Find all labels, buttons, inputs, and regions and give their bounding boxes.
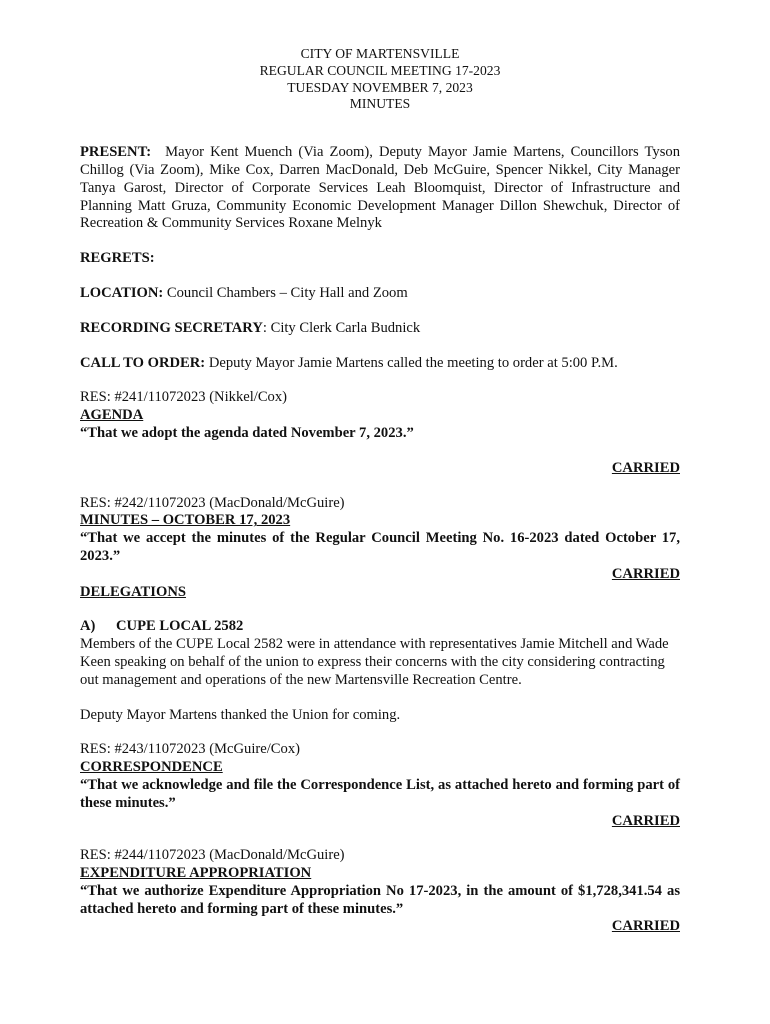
- resolution-title: MINUTES – OCTOBER 17, 2023: [80, 512, 291, 529]
- recording-secretary-section: [80, 320, 680, 338]
- recording-secretary-text: : City Clerk Carla Budnick: [262, 319, 421, 336]
- carried-label: CARRIED: [611, 918, 680, 935]
- present-section: [80, 144, 680, 233]
- call-to-order-text: Deputy Mayor Jamie Martens called the meeting to order at 5:00 P.M.: [208, 354, 618, 371]
- carried-label: CARRIED: [611, 812, 680, 829]
- resolution-motion: “That we accept the minutes of the Regular Council Meeting No. 16-2023 dated October 17, 2023.”: [80, 530, 680, 564]
- present-label: PRESENT:: [80, 144, 152, 161]
- resolution-motion: “That we authorize Expenditure Appropriation No 17-2023, in the amount of $1,728,341.54 as attached hereto and forming part of these minutes.”: [80, 882, 680, 917]
- delegation-letter: A): [80, 618, 96, 635]
- location-text: Council Chambers – City Hall and Zoom: [166, 284, 408, 301]
- resolution-ref: RES: #243/11072023 (McGuire/Cox): [80, 741, 300, 758]
- resolution-motion: “That we adopt the agenda dated November 7, 2023.”: [80, 424, 414, 441]
- document-header: [80, 46, 680, 113]
- delegations-heading: DELEGATIONS: [80, 583, 186, 600]
- present-text: Mayor Kent Muench (Via Zoom), Deputy Mayor Jamie Martens, Councillors Tyson Chillog (Via Zoom), Mike Cox, Darren MacDonald, Deb McGuire, Spencer Nikkel, City Manager Tanya Garost, Director of Corporate Services Leah Bloomquist, Director of Infrastructure and Planning Matt Gruza, Community Economic Development Manager Dillon Shewchuk, Director of Recreation & Community Services Roxane Melnyk: [80, 144, 680, 232]
- resolution-motion: “That we acknowledge and file the Correspondence List, as attached hereto and forming part of these minutes.”: [80, 776, 680, 811]
- resolution-ref: RES: #242/11072023 (MacDonald/McGuire): [80, 494, 345, 511]
- header-minutes: MINUTES: [349, 96, 411, 112]
- call-to-order-label: CALL TO ORDER:: [80, 354, 206, 371]
- header-city: CITY OF MARTENSVILLE: [300, 46, 460, 61]
- header-meeting: REGULAR COUNCIL MEETING 17-2023: [259, 62, 501, 78]
- location-label: LOCATION:: [80, 284, 164, 301]
- header-date: TUESDAY NOVEMBER 7, 2023: [287, 79, 473, 95]
- delegation-heading: [80, 618, 680, 636]
- location-section: [80, 285, 680, 303]
- resolution-ref: RES: #244/11072023 (MacDonald/McGuire): [80, 847, 345, 864]
- resolution-title: AGENDA: [80, 407, 144, 424]
- resolution-title: CORRESPONDENCE: [80, 759, 223, 776]
- delegation-thanks: Deputy Mayor Martens thanked the Union for coming.: [80, 706, 401, 723]
- delegation-body: Members of the CUPE Local 2582 were in attendance with representatives Jamie Mitchell and Wade Keen speaking on behalf of the union to express their concerns with the city considering contracting out management and operations of the new Martensville Recreation Centre.: [80, 636, 669, 688]
- resolution-ref: RES: #241/11072023 (Nikkel/Cox): [80, 389, 288, 406]
- carried-label: CARRIED: [611, 459, 680, 476]
- resolution-title: EXPENDITURE APPROPRIATION: [80, 865, 312, 882]
- carried-label: CARRIED: [611, 565, 680, 582]
- recording-secretary-label: RECORDING SECRETARY: [80, 319, 263, 336]
- resolution-241: [80, 389, 680, 477]
- delegation-title: CUPE LOCAL 2582: [116, 618, 244, 635]
- regrets-label: REGRETS:: [80, 250, 155, 267]
- resolution-242: [80, 495, 680, 584]
- resolution-243: [80, 741, 680, 830]
- resolution-244: [80, 847, 680, 936]
- delegation-item: [80, 618, 680, 724]
- minutes-page: [80, 46, 680, 936]
- call-to-order-section: [80, 355, 680, 373]
